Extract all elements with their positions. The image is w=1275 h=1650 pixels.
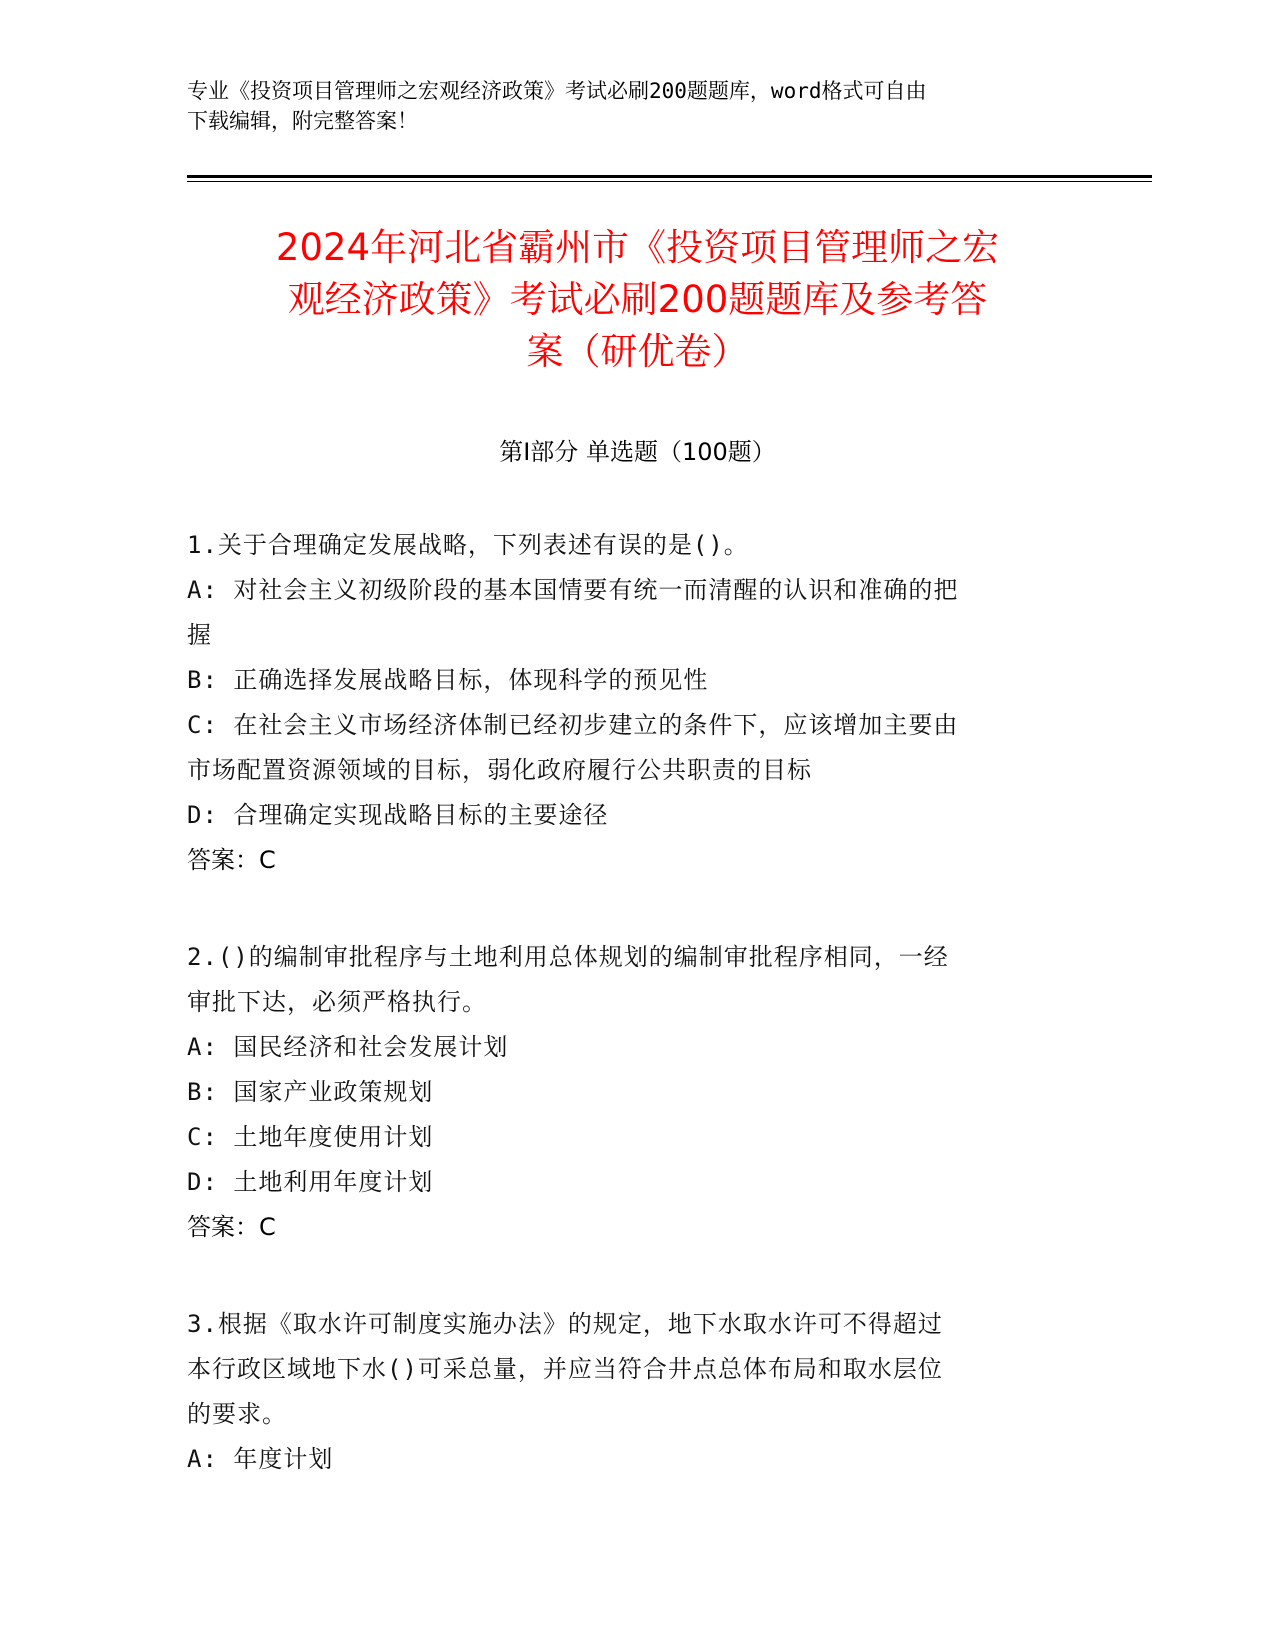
question-stem-continued: 的要求。 — [187, 1400, 287, 1428]
question-stem: 2.()的编制审批程序与土地利用总体规划的编制审批程序相同，一经 — [187, 943, 949, 971]
question-stem-continued: 本行政区域地下水()可采总量，并应当符合井点总体布局和取水层位 — [187, 1355, 943, 1383]
question-stem: 1.关于合理确定发展战略，下列表述有误的是()。 — [187, 531, 749, 559]
title-line: 观经济政策》考试必刷200题题库及参考答 — [287, 278, 988, 321]
question-3 — [187, 1302, 1067, 1482]
option-d: D: 土地利用年度计划 — [187, 1168, 434, 1196]
title-line: 2024年河北省霸州市《投资项目管理师之宏 — [275, 226, 1000, 269]
question-2 — [187, 935, 1067, 1250]
header-divider-thin — [187, 181, 1152, 182]
title-line: 案（研优卷） — [526, 330, 749, 373]
question-stem-continued: 审批下达，必须严格执行。 — [187, 988, 487, 1016]
header-note — [187, 76, 1067, 136]
question-stem: 3.根据《取水许可制度实施办法》的规定，地下水取水许可不得超过 — [187, 1310, 943, 1338]
option-a: A: 国民经济和社会发展计划 — [187, 1033, 509, 1061]
option-a: A: 对社会主义初级阶段的基本国情要有统一而清醒的认识和准确的把 — [187, 576, 959, 604]
option-a: A: 年度计划 — [187, 1445, 334, 1473]
option-c: C: 在社会主义市场经济体制已经初步建立的条件下，应该增加主要由 — [187, 711, 959, 739]
answer: 答案：C — [187, 1213, 276, 1241]
section-heading: 第Ⅰ部分 单选题（100题） — [499, 438, 776, 466]
option-c: C: 土地年度使用计划 — [187, 1123, 434, 1151]
header-note-line: 下载编辑，附完整答案！ — [187, 109, 418, 133]
document-title — [150, 222, 1125, 378]
answer: 答案：C — [187, 846, 276, 874]
option-b: B: 正确选择发展战略目标，体现科学的预见性 — [187, 666, 709, 694]
question-1 — [187, 523, 1067, 883]
option-c-continued: 市场配置资源领域的目标，弱化政府履行公共职责的目标 — [187, 756, 812, 784]
option-a-continued: 握 — [187, 621, 212, 649]
option-d: D: 合理确定实现战略目标的主要途径 — [187, 801, 609, 829]
header-divider-thick — [187, 175, 1152, 178]
header-note-line: 专业《投资项目管理师之宏观经济政策》考试必刷200题题库，word格式可自由 — [187, 79, 927, 103]
option-b: B: 国家产业政策规划 — [187, 1078, 434, 1106]
